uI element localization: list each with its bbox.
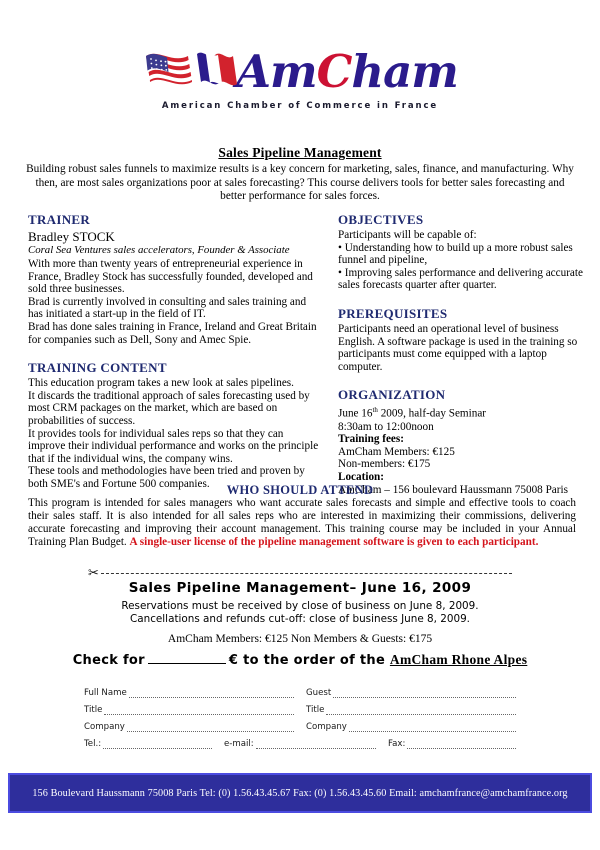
trainer-paragraph: With more than twenty years of entrepreneurial experience in France, Bradley Stock has successfully founded, developed and sold three businesses. xyxy=(28,258,313,296)
flags-graphic xyxy=(142,44,242,94)
training-content-paragraph: This education program takes a new look at sales pipelines. xyxy=(28,377,294,390)
organization-date-ordinal: th xyxy=(372,406,378,415)
trainer-paragraph: Brad is currently involved in consulting and sales training and has initiated a start-up in the field of IT. xyxy=(28,295,307,321)
organization-fees-label: Training fees: xyxy=(338,433,404,446)
intro-paragraph: Building robust sales funnels to maximize results is a key concern for marketing, sales, finance, and manufacturing. Why then, are most sales organizations poor at sales forecasting? This course delivers tools for better sales forecasting and better performance for sales forces. xyxy=(26,163,574,203)
title-right-input[interactable] xyxy=(326,706,516,715)
organization-date xyxy=(338,404,584,420)
training-content-paragraph: These tools and methodologies have been tried and proven by both SME's and Fortune 500 companies. xyxy=(28,465,305,490)
check-payment-line xyxy=(0,652,600,668)
france-flag xyxy=(197,53,237,86)
organization-location-label: Location: xyxy=(338,471,384,484)
objectives-lead: Participants will be capable of: xyxy=(338,229,477,241)
organization-time: 8:30am to 12:00noon xyxy=(338,420,434,433)
organization-location-value: AmCham – 156 boulevard Haussmann 75008 Paris xyxy=(338,483,568,496)
registration-cancellation-note: Cancellations and refunds cut-off: close of business June 8, 2009. xyxy=(129,613,470,625)
form-field-guest[interactable] xyxy=(306,688,516,698)
organization-fee-nonmembers: Non-members: €175 xyxy=(338,458,431,471)
fax-label: Fax: xyxy=(388,739,406,749)
trainer-paragraph: Brad has done sales training in France, Ireland and Great Britain for companies such as Dell, Sony and Amec Spie. xyxy=(28,320,317,346)
check-prefix-label: Check for xyxy=(72,653,145,668)
page-title: Sales Pipeline Management xyxy=(218,145,382,160)
company-right-input[interactable] xyxy=(349,723,516,732)
amcham-word-ham: ham xyxy=(351,45,458,98)
registration-form xyxy=(84,681,516,749)
form-field-title-left[interactable] xyxy=(84,705,294,715)
trainer-role: Coral Sea Ventures sales accelerators, Founder & Associate xyxy=(28,244,290,256)
tear-off-line xyxy=(88,566,512,579)
form-field-email[interactable] xyxy=(224,739,376,749)
logo-tagline: American Chamber of Commerce in France xyxy=(161,101,439,111)
section-heading-organization: ORGANIZATION xyxy=(338,387,446,403)
registration-fees: AmCham Members: €125 Non Members & Guests: €175 xyxy=(167,633,433,645)
registration-block xyxy=(0,580,600,626)
title-left-label: Title xyxy=(84,705,103,715)
form-field-tel[interactable] xyxy=(84,739,212,749)
form-field-title-right[interactable] xyxy=(306,705,516,715)
training-content-paragraph: It discards the traditional approach of sales forecasting used by most CRM packages on the market, which are based on probabilities of success. xyxy=(28,389,310,427)
section-heading-objectives: OBJECTIVES xyxy=(338,212,424,227)
title-right-label: Title xyxy=(306,705,325,715)
email-input[interactable] xyxy=(256,740,376,749)
prerequisites-text: Participants need an operational level of business English. A software package is used in the training so participants must come equipped with a laptop computer. xyxy=(338,322,578,373)
check-payee: AmCham Rhone Alpes xyxy=(389,652,528,667)
company-left-label: Company xyxy=(84,722,125,732)
check-currency-symbol: € xyxy=(228,653,239,668)
company-right-label: Company xyxy=(306,722,347,732)
training-content-paragraph: It provides tools for individual sales reps so that they can improve their individual performance and works on the principle that if the individual wins, the company wins. xyxy=(28,427,319,465)
who-should-attend-highlight: A single-user license of the pipeline management software is given to each participant. xyxy=(129,536,539,548)
flags-svg xyxy=(142,44,242,94)
right-column xyxy=(338,212,584,496)
full-name-input[interactable] xyxy=(129,689,294,698)
logo-row xyxy=(142,42,458,98)
amcham-wordmark xyxy=(236,45,458,98)
company-left-input[interactable] xyxy=(127,723,294,732)
who-should-attend-text: This program is intended for sales managers who want accurate sales forecasts and simple and effective tools to coach their sales staff. It is also intended for all sales reps who are interested in maximizing their commissions, delivering accurate forecasting and improving their account management. This training course may be included in your Annual Training Plan Budget. xyxy=(28,497,576,548)
tel-input[interactable] xyxy=(103,740,212,749)
section-heading-training-content: TRAINING CONTENT xyxy=(28,360,167,376)
page-footer xyxy=(8,773,592,813)
registration-title: Sales Pipeline Management– June 16, 2009 xyxy=(128,580,472,596)
form-field-company-right[interactable] xyxy=(306,722,516,732)
form-field-full-name[interactable] xyxy=(84,688,294,698)
objectives-bullet: • Understanding how to build up a more robust sales funnel and pipeline, xyxy=(338,241,573,267)
who-should-attend-body xyxy=(28,497,576,549)
amcham-word-am: Am xyxy=(236,45,317,98)
organization-date-suffix: 2009, half-day Seminar xyxy=(377,408,487,421)
objectives-bullet: • Improving sales performance and delivering accurate sales forecasts quarter after quarter. xyxy=(338,266,583,292)
section-heading-who-should-attend: WHO SHOULD ATTEND xyxy=(226,483,374,497)
form-row xyxy=(84,698,516,715)
check-amount-blank[interactable] xyxy=(148,652,226,664)
check-middle-label: to the order of the xyxy=(243,653,386,668)
fax-input[interactable] xyxy=(407,740,516,749)
email-label: e-mail: xyxy=(224,739,254,749)
section-heading-prerequisites: PREREQUISITES xyxy=(338,305,448,321)
amcham-word-c: C xyxy=(316,45,352,98)
organization-date-prefix: June 16 xyxy=(338,408,373,421)
footer-contact-text: 156 Boulevard Haussmann 75008 Paris Tel: (0) 1.56.43.45.67 Fax: (0) 1.56.43.45.60 Email: amchamfrance@amchamfrance.org xyxy=(32,787,568,799)
guest-input[interactable] xyxy=(333,689,516,698)
organization-fee-members: AmCham Members: €125 xyxy=(338,445,455,458)
form-row xyxy=(84,715,516,732)
form-row xyxy=(84,681,516,698)
form-field-company-left[interactable] xyxy=(84,722,294,732)
amcham-logo xyxy=(0,42,600,111)
title-left-input[interactable] xyxy=(104,706,294,715)
section-heading-trainer: TRAINER xyxy=(28,212,91,227)
left-column xyxy=(28,212,320,491)
full-name-label: Full Name xyxy=(84,688,127,698)
form-field-fax[interactable] xyxy=(388,739,516,749)
scissors-icon: ✂ xyxy=(88,565,99,580)
united-states-flag xyxy=(146,54,192,85)
registration-reservation-note: Reservations must be received by close of business on June 8, 2009. xyxy=(121,600,479,612)
guest-label: Guest xyxy=(306,688,332,698)
form-row xyxy=(84,732,516,749)
dashed-divider xyxy=(101,573,512,574)
tel-label: Tel.: xyxy=(84,739,102,749)
trainer-name: Bradley STOCK xyxy=(28,229,115,244)
